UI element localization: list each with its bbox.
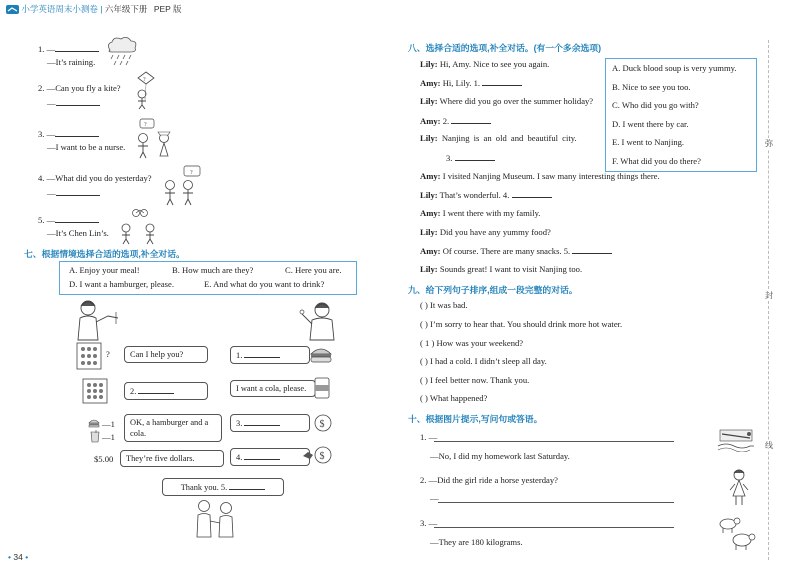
- question-5: [38, 214, 99, 225]
- page-number: • 34 •: [8, 552, 29, 562]
- order-paren[interactable]: ( ): [420, 319, 428, 329]
- question-number: 3.: [38, 129, 45, 139]
- option-e: E. I went to Nanjing.: [612, 137, 685, 147]
- cola-count: —1: [102, 432, 115, 442]
- answer-blank[interactable]: [572, 245, 612, 254]
- order-item: ( ) I had a cold. I didn’t sleep all day.: [420, 356, 547, 366]
- answer-blank[interactable]: [229, 481, 265, 490]
- seal-char: 弥: [765, 139, 773, 148]
- svg-text:$: $: [319, 419, 325, 430]
- answer-blank[interactable]: [138, 385, 174, 394]
- question-line: —: [46, 215, 56, 225]
- cola-can-icon: [314, 376, 330, 400]
- option-a: A. Duck blood soup is very yummy.: [612, 63, 737, 73]
- seal-char: 线: [765, 441, 773, 450]
- section-10-title: 十、根据图片提示,写问句或答语。: [408, 414, 543, 424]
- dialogue-line: Amy: Of course. There are many snacks. 5.: [420, 245, 612, 256]
- question-1: [38, 43, 99, 54]
- header-title: 小学英语周末小测卷: [21, 4, 98, 14]
- bubble-blank-1: 1.: [230, 346, 310, 364]
- answer-blank[interactable]: [512, 189, 552, 198]
- question-10-1: 1. —: [420, 432, 438, 442]
- children-talking-icon: [160, 165, 202, 207]
- option-c: C. Here you are.: [285, 265, 342, 275]
- answer-blank[interactable]: [244, 349, 280, 358]
- question-3: [38, 128, 99, 139]
- bullet-icon: •: [25, 552, 29, 562]
- girl-figure-icon: [727, 468, 751, 508]
- dialogue-line: Amy: Hi, Lily. 1.: [420, 77, 522, 88]
- order-paren[interactable]: ( ): [420, 375, 428, 385]
- waiter-figure-icon: [70, 298, 130, 342]
- price-label: $5.00: [94, 454, 114, 464]
- svg-text:$: $: [319, 451, 325, 462]
- answer-text: —They are 180 kilograms.: [430, 537, 523, 547]
- answer-blank[interactable]: [455, 152, 495, 161]
- question-mark: ?: [106, 349, 110, 359]
- question-line: —: [46, 129, 56, 139]
- option-b: B. How much are they?: [172, 265, 254, 275]
- menu-board-icon: [82, 378, 108, 404]
- answer-line: —It’s Chen Lin’s.: [47, 228, 109, 238]
- option-b: B. Nice to see you too.: [612, 82, 691, 92]
- answer-line[interactable]: [434, 527, 674, 528]
- svg-text:?: ?: [144, 122, 147, 128]
- section-8-title: 八、选择合适的选项,补全对话。(有一个多余选项): [408, 43, 602, 53]
- question-10-2: 2. —Did the girl ride a horse yesterday?: [420, 475, 558, 485]
- bubble-want-cola: I want a cola, please.: [230, 380, 316, 397]
- bubble-blank-3: 3.: [230, 414, 310, 432]
- answer-line: —: [47, 187, 100, 198]
- option-d: D. I want a hamburger, please.: [69, 279, 174, 289]
- answer-line: —It’s raining.: [47, 57, 96, 67]
- order-item: ( 1 ) How was your weekend?: [420, 338, 524, 348]
- answer-line: —: [47, 97, 100, 108]
- question-number: 1.: [38, 44, 45, 54]
- answer-blank[interactable]: [55, 128, 99, 137]
- option-d: D. I went there by car.: [612, 119, 689, 129]
- answer-prefix: —: [430, 493, 439, 503]
- answer-line[interactable]: [434, 441, 674, 442]
- question-number: 4.: [38, 173, 45, 183]
- swimming-icon: [716, 428, 756, 452]
- order-item: ( ) What happened?: [420, 393, 488, 403]
- page-header: [6, 3, 182, 17]
- answer-line: —I want to be a nurse.: [47, 142, 126, 152]
- question-2: [38, 83, 121, 93]
- header-grade: 六年级下册: [104, 4, 148, 14]
- svg-text:?: ?: [143, 77, 146, 83]
- order-paren[interactable]: ( ): [420, 356, 428, 366]
- question-10-3: 3. —: [420, 518, 438, 528]
- dialogue-line: 3.: [446, 152, 495, 163]
- menu-board-icon: [76, 342, 102, 370]
- sheep-icon: [714, 512, 758, 552]
- dialogue-line: Lily: Hi, Amy. Nice to see you again.: [420, 59, 550, 69]
- order-paren[interactable]: ( ): [420, 300, 428, 310]
- bubble-blank-2: 2.: [124, 382, 208, 400]
- header-edition: PEP 版: [153, 4, 182, 14]
- dollar-coin-icon: [314, 414, 332, 432]
- answer-blank[interactable]: [451, 115, 491, 124]
- answer-blank[interactable]: [482, 77, 522, 86]
- hamburger-count: —1: [102, 419, 115, 429]
- question-number: 2.: [38, 83, 45, 93]
- order-paren[interactable]: ( ): [420, 393, 428, 403]
- dialogue-line: Amy: I went there with my family.: [420, 208, 541, 218]
- answer-blank[interactable]: [55, 214, 99, 223]
- seal-char: 封: [765, 291, 773, 300]
- dialogue-line: Lily: Did you have any yummy food?: [420, 227, 551, 237]
- question-number: 5.: [38, 215, 45, 225]
- kite-boy-icon: [132, 70, 160, 110]
- question-line: —What did you do yesterday?: [46, 173, 152, 183]
- nurse-children-icon: [132, 118, 178, 160]
- bubble-can-i-help: Can I help you?: [124, 346, 208, 363]
- section-9-title: 九、给下列句子排序,组成一段完整的对话。: [408, 285, 578, 295]
- header-divider: |: [100, 4, 103, 14]
- section-8-options-box: [605, 58, 757, 172]
- hamburger-icon: [310, 346, 332, 364]
- answer-blank[interactable]: [56, 97, 100, 106]
- answer-text: —No, I did my homework last Saturday.: [430, 451, 570, 461]
- hamburger-icon: [88, 418, 100, 428]
- dialogue-line: Lily: Nanjing is an old and beautiful city.: [420, 133, 577, 143]
- dialogue-line: Lily: Sounds great! I want to visit Nanjing too.: [420, 264, 583, 274]
- book-logo-icon: [6, 5, 19, 14]
- dollar-coin-icon: [314, 446, 332, 464]
- cola-cup-icon: [90, 430, 100, 443]
- order-item: ( ) I feel better now. Thank you.: [420, 375, 530, 385]
- question-4: [38, 173, 152, 183]
- question-line: —: [46, 44, 56, 54]
- order-paren: ( 1 ): [420, 338, 435, 348]
- option-a: A. Enjoy your meal!: [69, 265, 140, 275]
- svg-text:?: ?: [190, 170, 193, 176]
- dialogue-line: Amy: 2.: [420, 115, 491, 126]
- hand-money-icon: [302, 450, 314, 460]
- answer-blank[interactable]: [56, 187, 100, 196]
- option-c: C. Who did you go with?: [612, 100, 699, 110]
- option-e: E. And what do you want to drink?: [204, 279, 325, 289]
- order-item: ( ) It was bad.: [420, 300, 468, 310]
- dialogue-line: Lily: That’s wonderful. 4.: [420, 189, 552, 200]
- bullet-icon: •: [8, 552, 11, 562]
- order-item: ( ) I’m sorry to hear that. You should drink more hot water.: [420, 319, 623, 329]
- bubble-five-dollars: They’re five dollars.: [120, 450, 224, 467]
- bike-children-icon: [118, 206, 160, 246]
- option-f: F. What did you do there?: [612, 156, 701, 166]
- question-line: —Can you fly a kite?: [46, 83, 121, 93]
- dialogue-line: Lily: Where did you go over the summer holiday?: [420, 96, 594, 106]
- bubble-hamburger-cola: OK, a hamburger and a cola.: [124, 414, 222, 442]
- customer-figure-icon: [298, 298, 340, 342]
- rain-cloud-icon: [104, 36, 140, 68]
- section-7-title: 七、根据情境选择合适的选项,补全对话。: [24, 249, 185, 259]
- answer-blank[interactable]: [55, 43, 99, 52]
- answer-blank[interactable]: [244, 451, 280, 460]
- bubble-thank-you: Thank you. 5.: [162, 478, 284, 496]
- answer-line[interactable]: [438, 502, 674, 503]
- answer-blank[interactable]: [244, 417, 280, 426]
- bubble-blank-4: 4.: [230, 448, 310, 466]
- dialogue-line: Amy: I visited Nanjing Museum. I saw many interesting things there.: [420, 171, 660, 181]
- waiter-customer-icon: [192, 497, 240, 541]
